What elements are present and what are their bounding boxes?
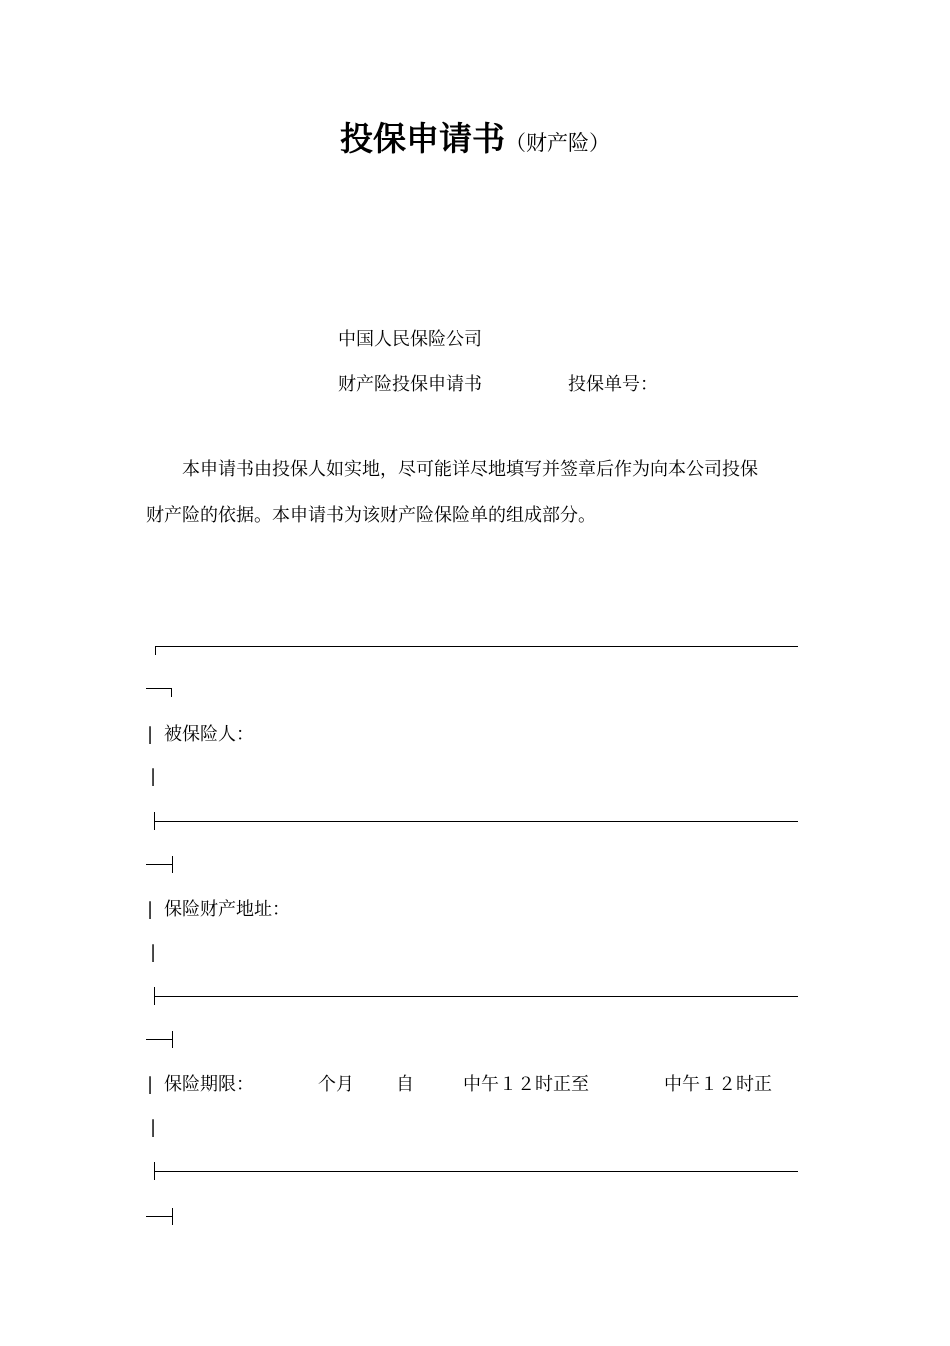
intro-line-1: 本申请书由投保人如实地，尽可能详尽地填写并签章后作为向本公司投保 [182, 459, 758, 480]
insurance-period-label: 保险期限： [164, 1074, 254, 1095]
row-insured-left-bar: | [147, 724, 154, 745]
title-subtitle: （财产险） [505, 131, 610, 155]
company-name: 中国人民保险公司 [338, 329, 482, 350]
row-period-right-bar: | [150, 1117, 157, 1138]
separator-3-wrap-line [146, 1216, 172, 1217]
box-top-right-corner [171, 688, 172, 697]
row-address-left-bar: | [147, 899, 154, 920]
intro-line-2: 财产险的依据。本申请书为该财产险保险单的组成部分。 [146, 505, 596, 526]
insured-label: 被保险人： [164, 724, 254, 745]
period-start-noon: 中午１２时正至 [463, 1074, 589, 1095]
row-address-right-bar: | [150, 942, 157, 963]
separator-1 [154, 821, 798, 822]
row-period-left-bar: | [147, 1074, 154, 1095]
separator-1-right-tee [172, 856, 173, 873]
document-title [0, 116, 950, 168]
separator-2 [154, 996, 798, 997]
separator-3-right-tee [172, 1208, 173, 1225]
title-main: 投保申请书 [340, 119, 505, 158]
box-top-wrap-line [146, 688, 171, 689]
separator-2-wrap-line [146, 1039, 172, 1040]
period-months: 个月 [318, 1074, 354, 1095]
period-end-noon: 中午１２时正 [664, 1074, 772, 1095]
property-address-label: 保险财产地址： [164, 899, 290, 920]
row-insured-right-bar: | [150, 766, 157, 787]
form-name: 财产险投保申请书 [338, 374, 482, 395]
separator-2-right-tee [172, 1031, 173, 1048]
policy-number-label: 投保单号： [568, 374, 658, 395]
separator-3 [154, 1171, 798, 1172]
period-from: 自 [396, 1074, 414, 1095]
box-top-left-corner [155, 646, 156, 655]
separator-1-wrap-line [146, 864, 172, 865]
box-top-border [155, 646, 798, 647]
